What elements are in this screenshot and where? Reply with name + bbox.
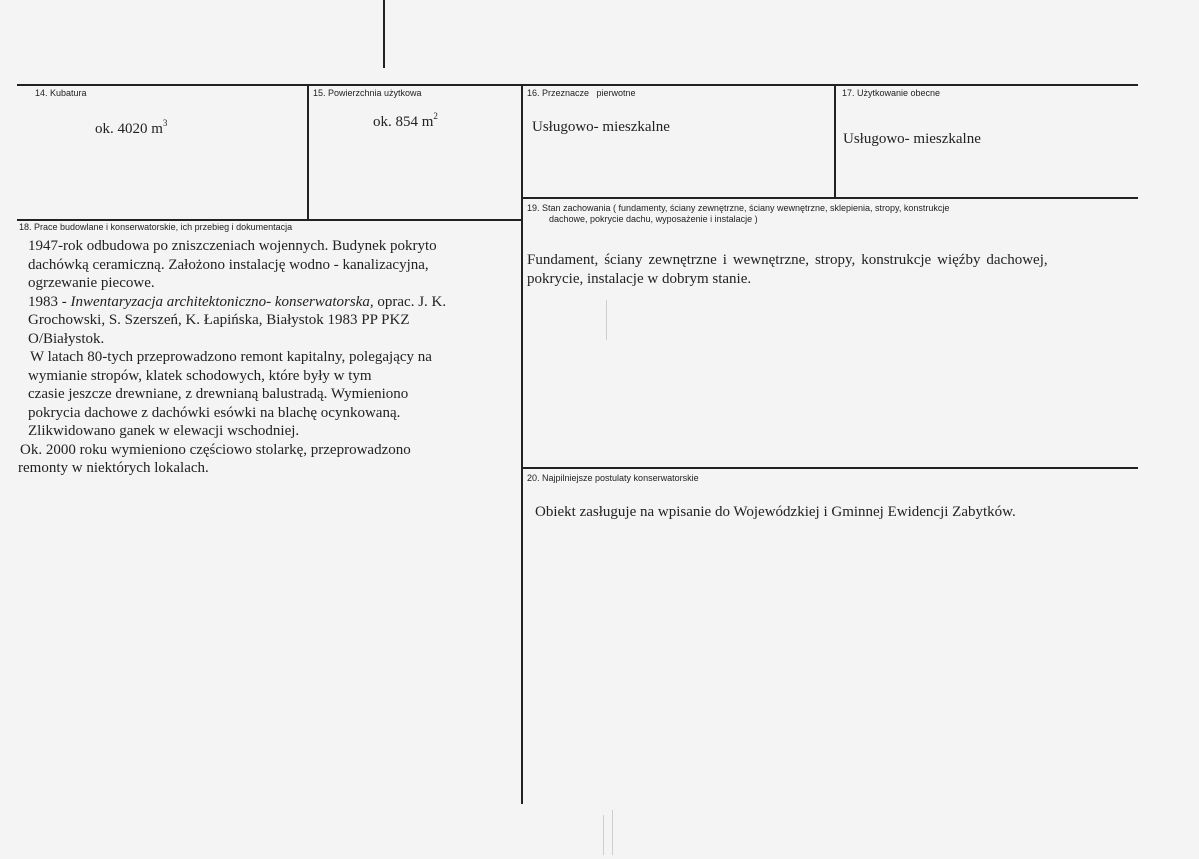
field-18-text <box>20 237 446 478</box>
field-18-line: Zlikwidowano ganek w elewacji wschodniej. <box>28 423 300 439</box>
top-divider-line <box>383 0 385 68</box>
field-20-label: 20. Najpilniejsze postulaty konserwatorskie <box>527 473 699 483</box>
field-18-label: 18. Prace budowlane i konserwatorskie, ich przebieg i dokumentacja <box>19 222 293 232</box>
field-20-text: Obiekt zasługuje na wpisanie do Wojewódzkiej i Gminnej Ewidencji Zabytków. <box>535 504 1016 520</box>
rule-above-18 <box>17 219 523 221</box>
field-19-label-line-1: 19. Stan zachowania ( fundamenty, ściany zewnętrzne, ściany wewnętrzne, sklepienia, stropy, konstrukcje <box>527 203 950 213</box>
divider-14-15 <box>307 86 309 219</box>
field-17-label: 17. Użytkowanie obecne <box>842 88 941 98</box>
field-18-line: czasie jeszcze drewniane, z drewnianą balustradą. Wymieniono <box>28 386 409 402</box>
field-19-text <box>527 251 1048 289</box>
rule-above-19 <box>523 197 1138 199</box>
field-18-line-citation <box>20 293 446 312</box>
scan-mark <box>612 810 613 855</box>
field-14-value <box>95 118 168 138</box>
citation-author: oprac. J. K. <box>373 293 447 310</box>
citation-year: 1983 - <box>28 293 71 310</box>
rule-above-20 <box>523 467 1138 469</box>
field-18-line: ogrzewanie piecowe. <box>28 275 155 291</box>
field-18-line: O/Białystok. <box>28 330 105 347</box>
field-18-line: wymianie stropów, klatek schodowych, które były w tym <box>28 367 372 384</box>
field-14-label: 14. Kubatura <box>35 88 87 98</box>
field-18-line: Ok. 2000 roku wymieniono częściowo stolarkę, przeprowadzono <box>20 441 411 458</box>
field-18-line: 1947-rok odbudowa po zniszczeniach wojennych. Budynek pokryto <box>28 238 437 254</box>
scan-mark <box>606 300 607 340</box>
field-19-text-line-1: Fundament, ściany zewnętrzne i wewnętrzne, stropy, konstrukcje więźby dachowej, <box>527 252 1048 268</box>
field-17-value: Usługowo- mieszkalne <box>843 131 981 147</box>
field-15-unit-sup: 2 <box>433 111 438 121</box>
field-19-label <box>527 203 949 225</box>
field-15-label: 15. Powierzchnia użytkowa <box>313 88 422 98</box>
field-16-label: 16. Przeznacze pierwotne <box>527 88 636 98</box>
field-18-line: W latach 80-tych przeprowadzono remont kapitalny, polegający na <box>30 349 432 365</box>
field-16-value: Usługowo- mieszkalne <box>532 119 670 135</box>
field-15-value <box>373 111 438 131</box>
divider-16-17 <box>834 86 836 198</box>
field-19-label-line-2: dachowe, pokrycie dachu, wyposażenie i instalacje ) <box>549 214 758 224</box>
field-15-value-text: ok. 854 m <box>373 114 434 130</box>
header-rule <box>17 84 1138 86</box>
field-18-line: pokrycia dachowe z dachówki esówki na blachę ocynkowaną. <box>28 404 401 421</box>
scan-mark <box>603 815 604 855</box>
field-18-line: Grochowski, S. Szerszeń, K. Łapińska, Białystok 1983 PP PKZ <box>28 312 410 328</box>
field-18-line: dachówką ceramiczną. Założono instalację wodno - kanalizacyjna, <box>28 256 429 273</box>
divider-15-16 <box>521 86 523 804</box>
field-14-unit-sup: 3 <box>162 118 168 128</box>
field-19-text-line-2: pokrycie, instalacje w dobrym stanie. <box>527 271 752 287</box>
field-18-line: remonty w niektórych lokalach. <box>18 460 209 476</box>
field-14-value-text: ok. 4020 m <box>95 121 163 137</box>
citation-title: Inwentaryzacja architektoniczno- konserwatorska, <box>70 293 374 310</box>
